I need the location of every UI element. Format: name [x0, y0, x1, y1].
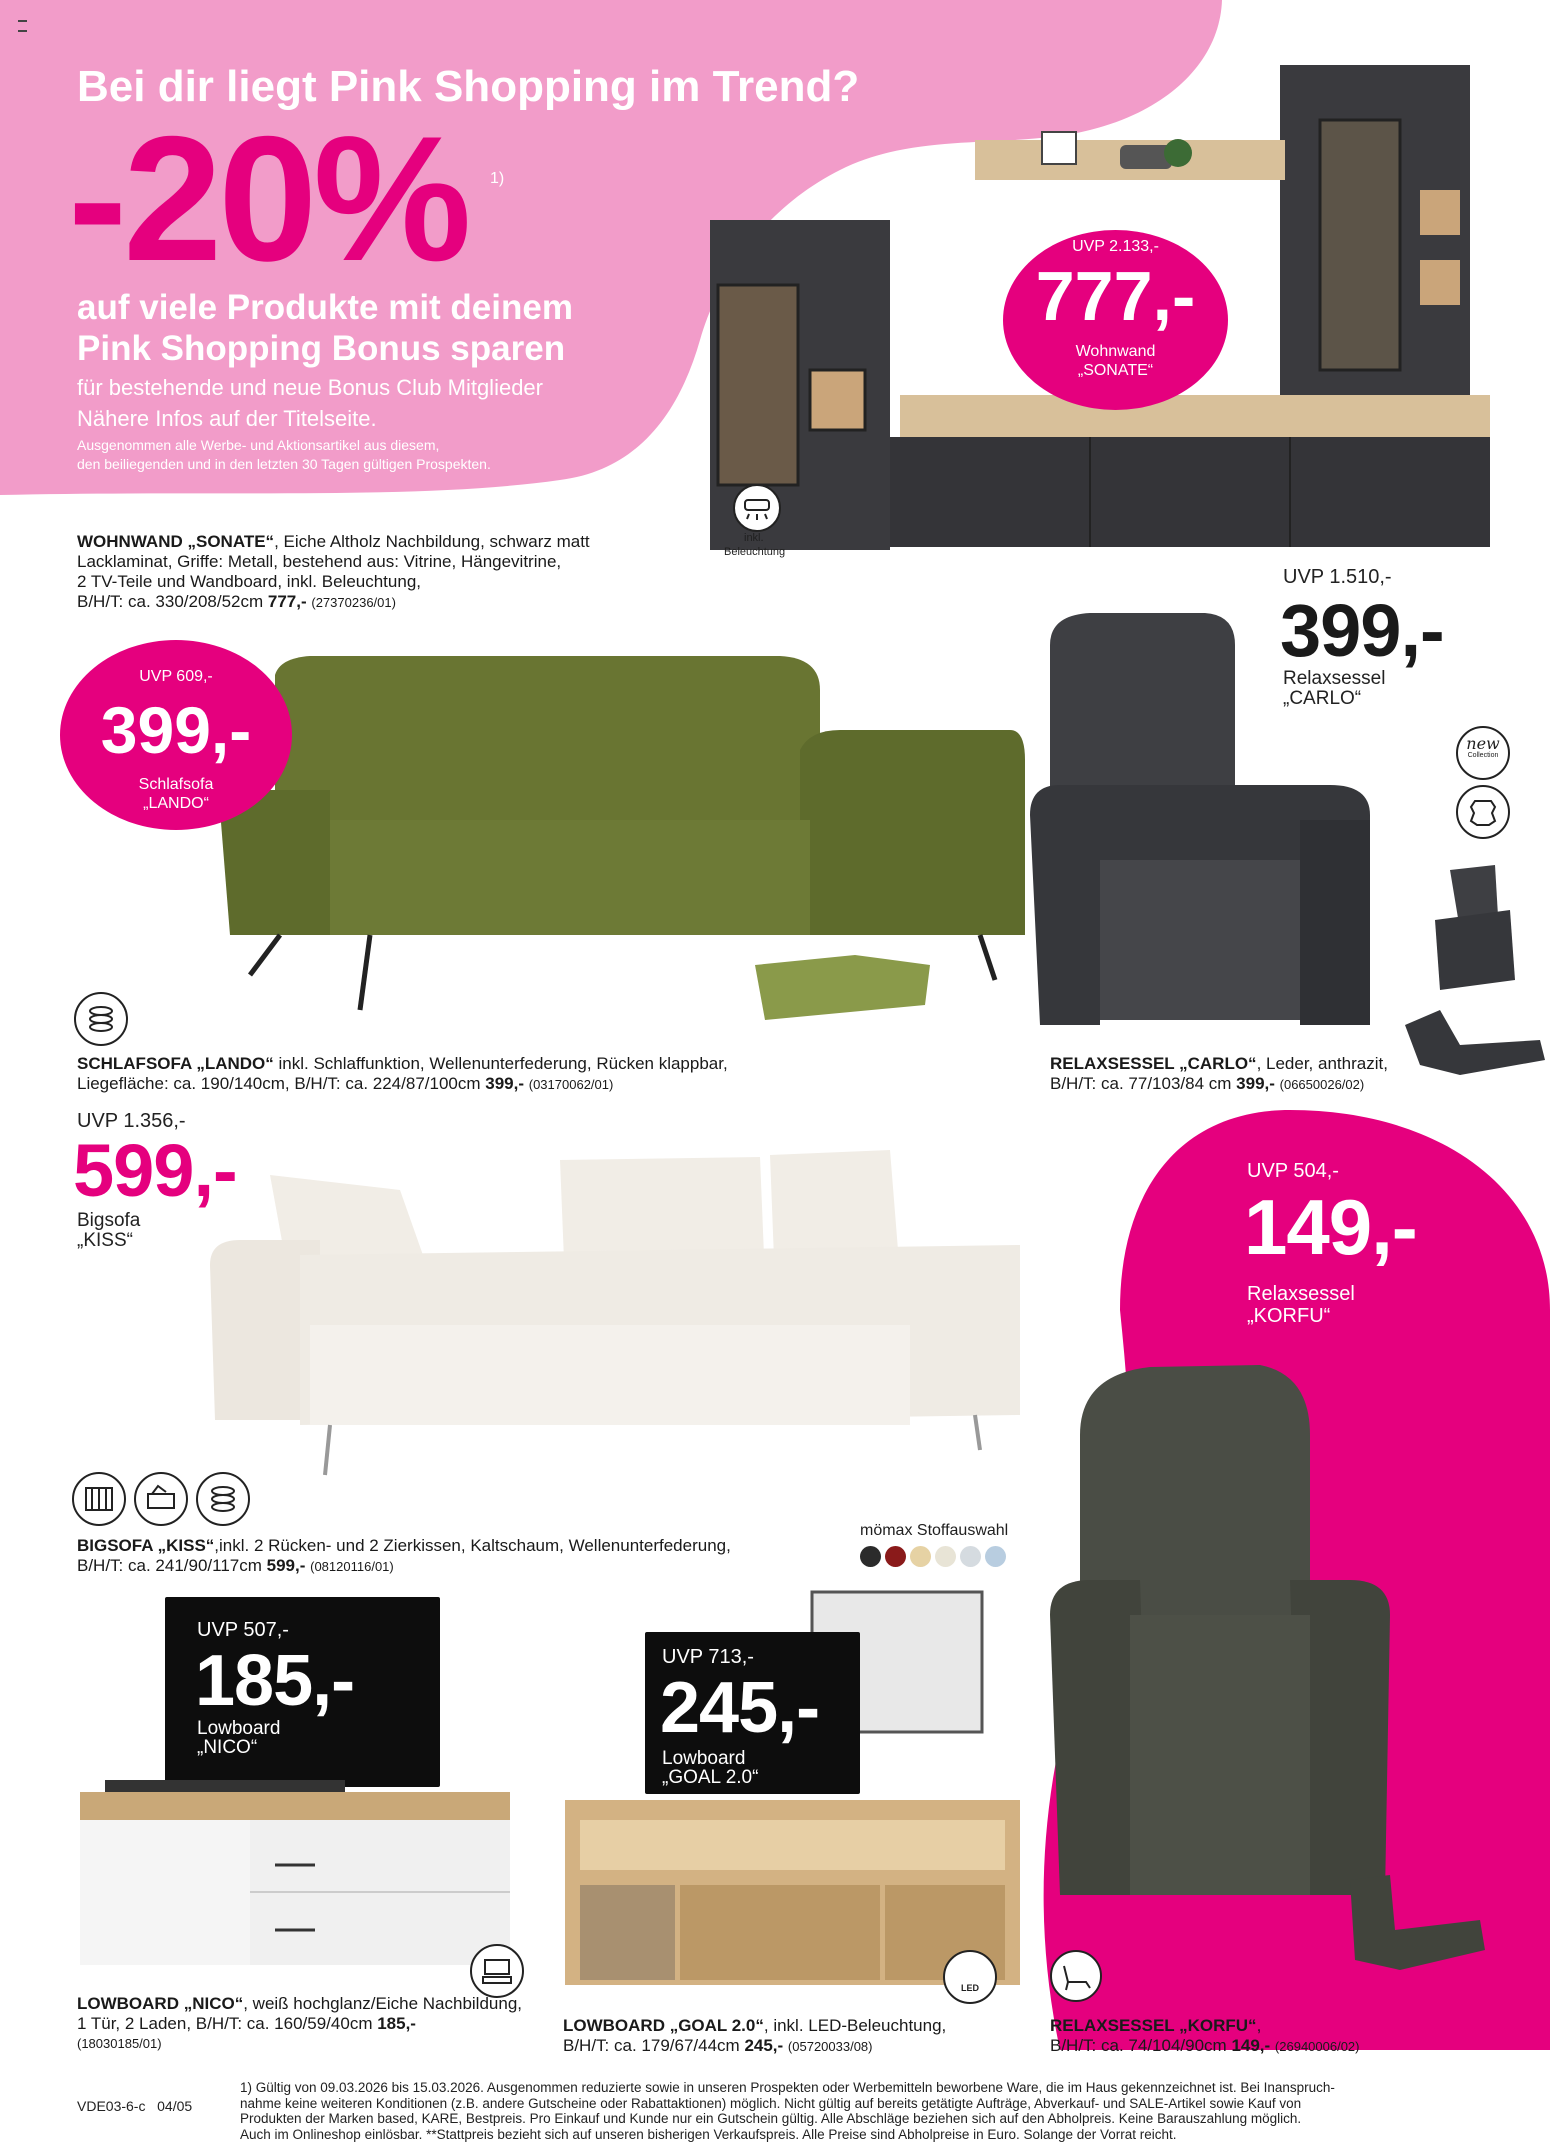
lighting-label-2: Beleuchtung [724, 546, 786, 558]
new-collection-sub: Collection [1467, 752, 1499, 759]
carlo-desc-code: (06650026/02) [1279, 1077, 1365, 1092]
hero-subline-2: Nähere Infos auf der Titelseite. [77, 406, 377, 431]
korfu-uvp: UVP 504,- [1247, 1160, 1339, 1182]
korfu-price: 149,- [1244, 1183, 1417, 1271]
carlo-name-2: „CARLO“ [1283, 688, 1362, 709]
korfu-recline-thumbnail [1340, 1870, 1490, 1990]
fabric-swatch[interactable] [910, 1546, 931, 1567]
menu-icon[interactable] [18, 20, 27, 32]
fabric-choice-label: mömax Stoffauswahl [860, 1522, 1009, 1539]
goal-desc-line-1: , inkl. LED-Beleuchtung, [763, 2016, 947, 2035]
nico-name-1: Lowboard [197, 1718, 281, 1739]
fabric-swatch[interactable] [885, 1546, 906, 1567]
kiss-name-1: Bigsofa [77, 1210, 141, 1231]
footnote-line-2: nahme keine weiteren Konditionen (z.B. andere Gutscheine oder Rabattaktionen) möglich. Nicht gültig auf bereits getätigte Aufträge, Abverkauf- und SALE-Artikel sowie Kauf von [240, 2095, 1302, 2111]
kiss-uvp: UVP 1.356,- [77, 1110, 186, 1132]
carlo-desc-line-1: , Leder, anthrazit, [1256, 1054, 1388, 1073]
hero-fineprint-1: Ausgenommen alle Werbe- und Aktionsartikel aus diesem, [77, 437, 440, 453]
sonate-desc-title: WOHNWAND „SONATE“ [77, 532, 275, 551]
lando-desc-line-1: inkl. Schlaffunktion, Wellenunterfederung, Rücken klappbar, [273, 1054, 728, 1073]
nico-desc-price: 185,- [377, 2014, 416, 2033]
sonate-desc-line-1: , Eiche Altholz Nachbildung, schwarz matt [274, 532, 590, 551]
kiss-desc-price: 599,- [266, 1556, 306, 1575]
korfu-desc-line-1: , [1256, 2016, 1262, 2035]
carlo-uvp: UVP 1.510,- [1283, 566, 1392, 588]
goal-uvp: UVP 713,- [662, 1646, 754, 1668]
kiss-desc-code: (08120116/01) [310, 1559, 394, 1574]
kiss-description [77, 1536, 837, 1577]
footnote [240, 2080, 1510, 2142]
carlo-desc-price: 399,- [1236, 1074, 1275, 1093]
sonate-desc-line-3: 2 TV-Teile und Wandboard, inkl. Beleuchtung, [77, 572, 421, 591]
goal-description [563, 2016, 1043, 2057]
lando-name-2: „LANDO“ [143, 795, 209, 812]
footnote-line-4: Auch im Onlineshop einlösbar. **Stattpreis bezieht sich auf unseren bisherigen Verkaufspreis. Alle Preise sind Abholpreise in Euro. Solange der Vorrat reicht. [240, 2126, 1177, 2142]
nico-price: 185,- [195, 1641, 355, 1721]
sonate-desc-code: (27370236/01) [311, 595, 396, 610]
goal-price: 245,- [660, 1668, 820, 1748]
carlo-lift-thumbnail [1420, 850, 1530, 1000]
sonate-desc-line-2: Lacklaminat, Griffe: Metall, bestehend aus: Vitrine, Hängevitrine, [77, 552, 562, 571]
kiss-name-2: „KISS“ [77, 1230, 133, 1251]
korfu-name-2: „KORFU“ [1247, 1305, 1331, 1327]
korfu-desc-line-2: B/H/T: ca. 74/104/90cm [1050, 2036, 1227, 2055]
lando-uvp: UVP 609,- [139, 668, 213, 685]
led-icon [943, 1950, 997, 2004]
lighting-label-1: inkl. [744, 532, 764, 544]
nico-desc-title: LOWBOARD „NICO“ [77, 1994, 244, 2013]
nico-desc-line-2: 1 Tür, 2 Laden, B/H/T: ca. 160/59/40cm [77, 2014, 373, 2033]
sonate-desc-line-4: B/H/T: ca. 330/208/52cm [77, 592, 264, 611]
kiss-desc-title: BIGSOFA „KISS“ [77, 1536, 215, 1555]
spring-core-icon-kiss [196, 1472, 250, 1526]
goal-desc-code: (05720033/08) [787, 2039, 873, 2054]
nico-uvp: UVP 507,- [197, 1619, 289, 1641]
new-collection-icon [1456, 726, 1510, 780]
lando-desc-price: 399,- [485, 1074, 525, 1093]
lando-price: 399,- [100, 693, 252, 767]
kiss-desc-line-1: ,inkl. 2 Rücken- und 2 Zierkissen, Kaltschaum, Wellenunterfederung, [214, 1536, 731, 1555]
page-code: VDE03-6-c 04/05 [77, 2098, 193, 2114]
hero-fineprint-2: den beiliegenden und in den letzten 30 Tagen gültigen Prospekten. [77, 456, 491, 472]
korfu-desc-title: RELAXSESSEL „KORFU“ [1050, 2016, 1257, 2035]
lando-desc-title: SCHLAFSOFA „LANDO“ [77, 1054, 274, 1073]
relaxsessel-korfu-image[interactable] [1050, 1355, 1530, 1905]
goal-desc-price: 245,- [744, 2036, 784, 2055]
sonate-name-1: Wohnwand [1075, 343, 1156, 360]
corduroy-icon [72, 1472, 126, 1526]
nico-description [77, 1994, 557, 2054]
lando-desc-line-2: Liegefläche: ca. 190/140cm, B/H/T: ca. 224/87/100cm [77, 1074, 481, 1093]
lando-name-1: Schlafsofa [138, 776, 214, 793]
goal-name-1: Lowboard [662, 1748, 746, 1769]
fabric-swatch[interactable] [860, 1546, 881, 1567]
carlo-price: 399,- [1280, 589, 1444, 672]
footnote-line-3: Produkten der Marken based, KARE, Bestpreis. Pro Einkauf und Kunde nur ein Gutschein gültig. Alle Abschläge beziehen sich auf den Abholpreis. Keine Barauszahlung möglich. [240, 2111, 1302, 2126]
lando-price-badge [60, 640, 292, 830]
sonate-uvp: UVP 2.133,- [1072, 238, 1159, 255]
carlo-desc-title: RELAXSESSEL „CARLO“ [1050, 1054, 1257, 1073]
hero-title: Bei dir liegt Pink Shopping im Trend? [77, 62, 860, 111]
cold-foam-icon [134, 1472, 188, 1526]
goal-desc-line-2: B/H/T: ca. 179/67/44cm [563, 2036, 740, 2055]
fabric-swatch[interactable] [960, 1546, 981, 1567]
goal-name-2: „GOAL 2.0“ [662, 1767, 759, 1788]
korfu-desc-price: 149,- [1231, 2036, 1271, 2055]
fabric-swatch[interactable] [935, 1546, 956, 1567]
hero-subline-1: für bestehende und neue Bonus Club Mitglieder [77, 375, 543, 400]
nico-desc-line-1: , weiß hochglanz/Eiche Nachbildung, [243, 1994, 522, 2013]
tv-stand-icon [470, 1944, 524, 1998]
lando-desc-code: (03170062/01) [528, 1077, 614, 1092]
carlo-description [1050, 1054, 1540, 1095]
fabric-swatch[interactable] [985, 1546, 1006, 1567]
bigsofa-kiss-image[interactable] [200, 1145, 1030, 1490]
leather-icon [1456, 785, 1510, 839]
lighting-icon [733, 484, 781, 532]
fabric-swatches [860, 1546, 1006, 1567]
hero-headline-1: auf viele Produkte mit deinem [77, 288, 573, 327]
sonate-description [77, 532, 697, 613]
kiss-desc-line-2: B/H/T: ca. 241/90/117cm [77, 1556, 262, 1575]
lando-description [77, 1054, 977, 1095]
recline-function-icon [1050, 1950, 1102, 2002]
sonate-price-badge [1003, 230, 1228, 410]
spring-core-icon [74, 992, 128, 1046]
hero-headline-2: Pink Shopping Bonus sparen [77, 329, 566, 368]
korfu-desc-code: (26940006/02) [1274, 2039, 1360, 2054]
lando-bed-thumbnail [745, 935, 940, 1035]
sonate-desc-price: 777,- [267, 592, 307, 611]
nico-desc-code: (18030185/01) [77, 2036, 162, 2051]
carlo-name-1: Relaxsessel [1283, 668, 1386, 689]
led-icon-label: LED [961, 1983, 979, 1993]
korfu-description [1050, 2016, 1530, 2057]
relaxsessel-carlo-image[interactable] [1030, 605, 1460, 1035]
sonate-name-2: „SONATE“ [1077, 362, 1154, 379]
nico-name-2: „NICO“ [197, 1737, 258, 1758]
sonate-price: 777,- [1035, 257, 1196, 335]
hero-footnote-mark: 1) [490, 170, 505, 187]
korfu-name-1: Relaxsessel [1247, 1283, 1355, 1305]
footnote-line-1: 1) Gültig von 09.03.2026 bis 15.03.2026. Ausgenommen reduzierte sowie in unseren Prospekten oder Werbemitteln beworbene Ware, die im Haus gekennzeichnet ist. Bei Inanspruch- [240, 2080, 1335, 2095]
kiss-price: 599,- [73, 1129, 237, 1212]
carlo-desc-line-2: B/H/T: ca. 77/103/84 cm [1050, 1074, 1232, 1093]
lowboard-nico-image[interactable] [75, 1780, 515, 1970]
new-collection-label: new [1466, 734, 1500, 753]
hero-discount: -20% [68, 99, 468, 298]
goal-desc-title: LOWBOARD „GOAL 2.0“ [563, 2016, 764, 2035]
